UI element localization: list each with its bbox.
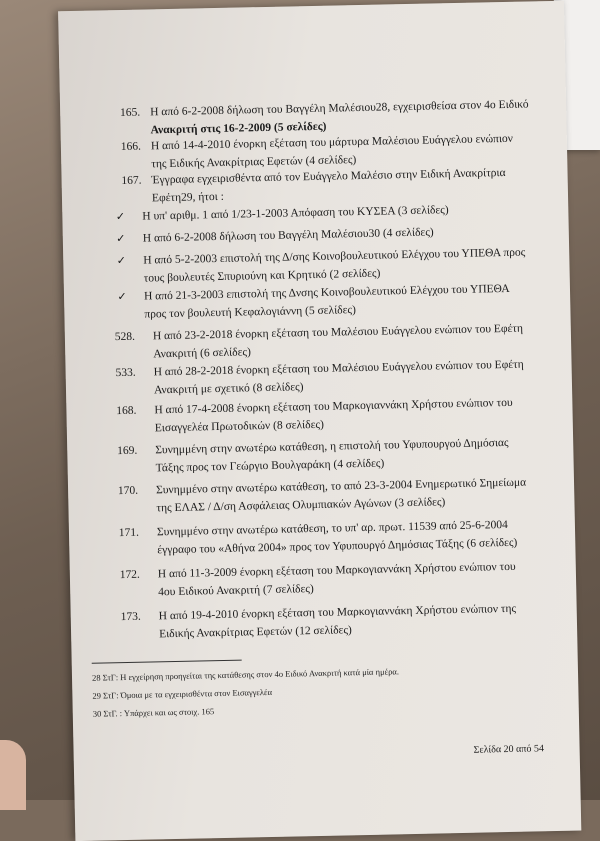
item-number: 173.: [120, 610, 141, 624]
item-text-line-2: προς τον βουλευτή Κεφαλογιάννη (5 σελίδες): [144, 304, 356, 321]
check-icon: ✓: [117, 290, 127, 304]
item-text-line-2: 4ου Ειδικού Ανακριτή (7 σελίδες): [158, 583, 314, 599]
item-text-line-1: Η από 21-3-2003 επιστολή της Δνσης Κοινοβουλευτικού Ελέγχου του ΥΠΕΘΑ: [143, 282, 510, 303]
item-text-line-1: Συνημμένη στην ανωτέρω κατάθεση, η επιστολή του Υφυπουργού Δημόσιας: [155, 436, 509, 457]
item-text-line-2: Ανακριτή (6 σελίδες): [153, 346, 251, 361]
check-icon: ✓: [116, 254, 127, 268]
item-text-line-1: Η από 14-4-2010 ένορκη εξέταση του μάρτυρα Μαλέσιου Ευάγγελου ενώπιον: [150, 132, 514, 153]
item-text-line-2: τους βουλευτές Σπυριούνη και Κρητικό (2 σελίδες): [143, 267, 381, 285]
item-number: 171.: [118, 526, 140, 540]
item-number: 533.: [115, 366, 136, 380]
item-text-line-2: Ανακριτή με σχετικό (8 σελίδες): [153, 381, 304, 397]
item-number: 166.: [120, 140, 142, 154]
item-text-line-1: Η από 6-2-2008 δήλωση του Βαγγέλη Μαλέσιου28, εγχειρισθείσα στον 4ο Ειδικό: [150, 98, 529, 119]
footnote: 28 ΣτΓ: Η εγχείρηση προηγείται της κατάθεσης στον 4ο Ειδικό Ανακριτή κατά μία ημέρα.: [91, 666, 400, 683]
item-number: 169.: [117, 444, 138, 458]
item-text-line-2: της ΕΛΑΣ / Δ/ση Ασφάλειας Ολυμπιακών Αγώνων (3 σελίδες): [156, 496, 446, 515]
item-text-line-1: Η από 11-3-2009 ένορκη εξέταση του Μαρκογιαννάκη Χρήστου ενώπιον του: [157, 560, 516, 581]
item-text-line-1: Συνημμένο στην ανωτέρω κατάθεση, το από 23-3-2004 Ενημερωτικό Σημείωμα: [155, 476, 527, 497]
item-text-line-1: Η υπ' αριθμ. 1 από 1/23-1-2003 Απόφαση του ΚΥΣΕΑ (3 σελίδες): [142, 204, 449, 223]
item-text-line-1: Η από 23-2-2018 ένορκη εξέταση του Μαλέσιου Ευάγγελου ενώπιον του Εφέτη: [152, 322, 524, 343]
item-text-line-2: Τάξης προς τον Γεώργιο Βουλγαράκη (4 σελίδες): [155, 457, 385, 475]
item-text-line-1: Η από 28-2-2018 ένορκη εξέταση του Μαλέσιου Ευάγγελου ενώπιον του Εφέτη: [153, 358, 524, 379]
item-text-line-1: Η από 17-4-2008 ένορκη εξέταση του Μαρκογιαννάκη Χρήστου ενώπιον του: [154, 396, 513, 417]
footnote: 30 ΣτΓ. : Υπάρχει και ως στοιχ. 165: [92, 706, 215, 719]
check-icon: ✓: [116, 232, 126, 246]
item-text-line-2: Εφέτη29, ήτοι :: [151, 190, 225, 205]
item-text-line-2: της Ειδικής Ανακρίτριας Εφετών (4 σελίδες): [151, 154, 357, 171]
footnote-separator: [92, 660, 242, 664]
item-text-line-1: Η από 5-2-2003 επιστολή της Δ/σης Κοινοβουλευτικού Ελέγχου του ΥΠΕΘΑ προς: [143, 246, 526, 267]
item-number: 172.: [119, 568, 140, 582]
item-text-line-2: Ειδικής Ανακρίτριας Εφετών (12 σελίδες): [158, 624, 352, 641]
item-number: 168.: [116, 404, 137, 418]
item-text-line-2: έγγραφο του «Αθήνα 2004» προς τον Υφυπουργό Δημόσιας Τάξης (6 σελίδες): [157, 536, 518, 557]
item-number: 167.: [121, 174, 142, 188]
item-number: 170.: [117, 484, 139, 498]
item-text-line-2: Ανακριτή στις 16-2-2009 (5 σελίδες): [150, 120, 327, 137]
item-text-line-2: Εισαγγελέα Πρωτοδικών (8 σελίδες): [154, 418, 324, 435]
footnote: 29 ΣτΓ: Όμοια με τα εγχειρισθέντα στον Εισαγγελέα: [92, 686, 273, 701]
item-text-line-1: Συνημμένο στην ανωτέρω κατάθεση, το υπ' αρ. πρωτ. 11539 από 25-6-2004: [156, 518, 508, 539]
document-page: [58, 1, 581, 841]
item-text-line-1: Έγγραφα εγχειρισθέντα από τον Ευάγγελο Μαλέσιο στην Ειδική Ανακρίτρια: [151, 166, 506, 187]
page-number: Σελίδα 20 από 54: [473, 743, 545, 756]
item-number: 165.: [119, 106, 141, 120]
check-icon: ✓: [115, 210, 126, 224]
item-text-line-1: Η από 6-2-2008 δήλωση του Βαγγέλη Μαλέσιου30 (4 σελίδες): [142, 226, 434, 245]
item-text-line-1: Η από 19-4-2010 ένορκη εξέταση του Μαρκογιαννάκη Χρήστου ενώπιον της: [158, 602, 517, 623]
item-number: 528.: [114, 330, 136, 344]
